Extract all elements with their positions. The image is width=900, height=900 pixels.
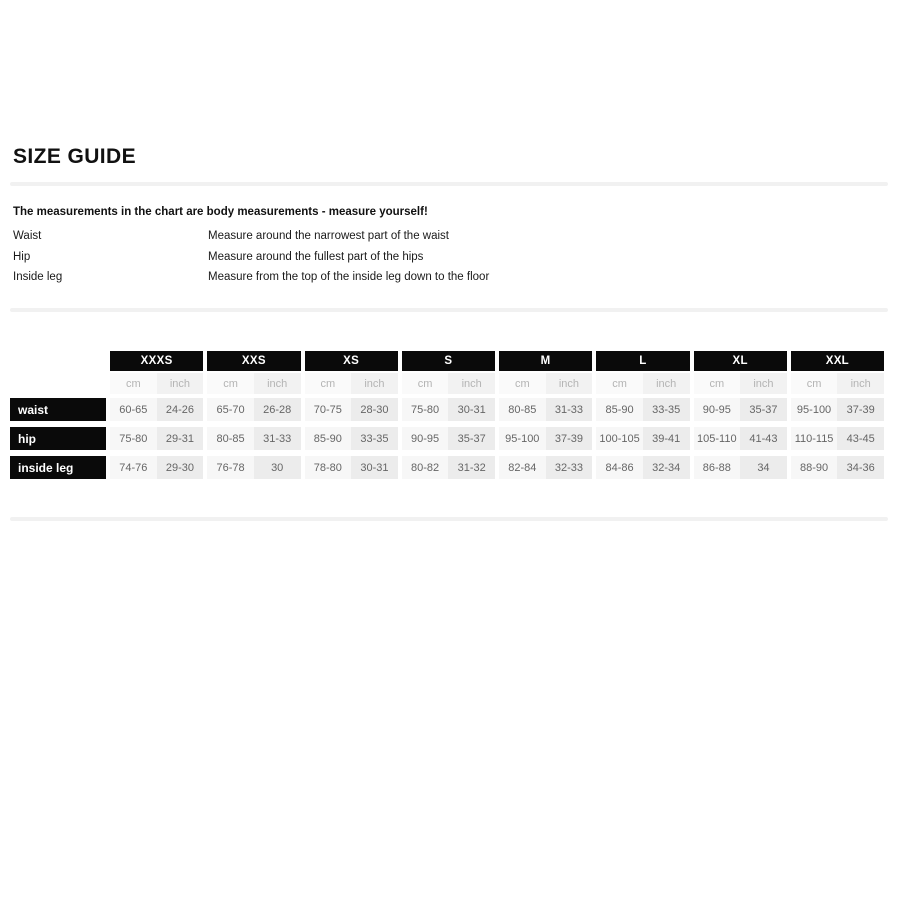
cell-cm: 70-75 [305,398,352,421]
measurement-group [402,398,495,421]
definition-term: Hip [13,250,31,263]
size-header-xxs: XXS [207,351,300,371]
cell-cm: 82-84 [499,456,546,479]
size-header-s: S [402,351,495,371]
label-spacer [10,373,106,394]
unit-group [791,373,884,394]
size-table-header-row [10,351,884,371]
table-row-inside-leg [10,456,884,479]
cell-cm: 105-110 [694,427,741,450]
cell-inch: 41-43 [740,427,787,450]
definition-row [13,230,713,242]
cell-inch: 29-31 [157,427,204,450]
measurement-group [791,456,884,479]
cell-cm: 80-82 [402,456,449,479]
measurement-group [110,398,203,421]
size-header-xs: XS [305,351,398,371]
unit-cell-cm: cm [791,373,838,394]
unit-cell-cm: cm [402,373,449,394]
cell-cm: 76-78 [207,456,254,479]
cell-cm: 75-80 [402,398,449,421]
cell-cm: 60-65 [110,398,157,421]
measurement-group [499,456,592,479]
label-spacer [10,351,106,371]
unit-cell-cm: cm [305,373,352,394]
row-label: waist [10,398,106,421]
cell-cm: 100-105 [596,427,643,450]
cell-cm: 84-86 [596,456,643,479]
measurement-group [499,427,592,450]
cell-inch: 30-31 [448,398,495,421]
measurement-group [694,456,787,479]
unit-cell-cm: cm [207,373,254,394]
cell-inch: 30-31 [351,456,398,479]
unit-cell-cm: cm [499,373,546,394]
cell-inch: 33-35 [351,427,398,450]
cell-inch: 39-41 [643,427,690,450]
measurement-group [305,398,398,421]
measurement-group [110,427,203,450]
cell-inch: 35-37 [740,398,787,421]
row-label: hip [10,427,106,450]
cell-cm: 80-85 [499,398,546,421]
cell-inch: 43-45 [837,427,884,450]
cell-inch: 29-30 [157,456,204,479]
cell-cm: 95-100 [791,398,838,421]
cell-cm: 95-100 [499,427,546,450]
unit-row [10,373,884,394]
unit-cell-inch: inch [351,373,398,394]
cell-cm: 85-90 [305,427,352,450]
divider [10,308,888,312]
unit-cell-inch: inch [643,373,690,394]
size-table [10,351,884,485]
page-title: SIZE GUIDE [13,145,137,168]
unit-group [596,373,689,394]
cell-cm: 88-90 [791,456,838,479]
measurement-group [791,427,884,450]
row-label: inside leg [10,456,106,479]
cell-cm: 65-70 [207,398,254,421]
table-row-hip [10,427,884,450]
size-header-xxl: XXL [791,351,884,371]
cell-inch: 24-26 [157,398,204,421]
definition-description: Measure around the narrowest part of the waist [208,230,449,242]
cell-cm: 75-80 [110,427,157,450]
measurement-group [110,456,203,479]
unit-group [694,373,787,394]
divider [10,517,888,521]
unit-cell-cm: cm [596,373,643,394]
unit-cell-inch: inch [837,373,884,394]
definition-description: Measure around the fullest part of the hips [208,250,424,263]
measurement-group [207,456,300,479]
cell-inch: 37-39 [546,427,593,450]
table-row-waist [10,398,884,421]
unit-cell-inch: inch [448,373,495,394]
cell-inch: 34 [740,456,787,479]
cell-cm: 90-95 [694,398,741,421]
unit-group [402,373,495,394]
unit-cell-inch: inch [157,373,204,394]
definition-row [13,251,713,263]
measurement-group [596,398,689,421]
measurement-definitions [13,230,713,292]
unit-cell-cm: cm [694,373,741,394]
unit-group [207,373,300,394]
size-header-xl: XL [694,351,787,371]
measurement-group [305,456,398,479]
unit-group [110,373,203,394]
cell-inch: 37-39 [837,398,884,421]
definition-description: Measure from the top of the inside leg down to the floor [208,271,490,283]
cell-cm: 74-76 [110,456,157,479]
measurement-group [207,427,300,450]
unit-group [499,373,592,394]
definition-term: Waist [13,230,42,242]
cell-cm: 86-88 [694,456,741,479]
cell-cm: 80-85 [207,427,254,450]
measurement-group [499,398,592,421]
measurement-group [402,427,495,450]
cell-inch: 32-33 [546,456,593,479]
cell-inch: 35-37 [448,427,495,450]
cell-cm: 90-95 [402,427,449,450]
unit-cell-inch: inch [740,373,787,394]
unit-cell-inch: inch [546,373,593,394]
size-header-xxxs: XXXS [110,351,203,371]
definition-row [13,271,713,283]
cell-inch: 28-30 [351,398,398,421]
measurement-group [402,456,495,479]
divider [10,182,888,186]
cell-inch: 26-28 [254,398,301,421]
measurement-group [694,398,787,421]
cell-inch: 31-33 [254,427,301,450]
measurement-group [596,456,689,479]
measurement-group [596,427,689,450]
cell-cm: 85-90 [596,398,643,421]
cell-cm: 110-115 [791,427,838,450]
cell-inch: 30 [254,456,301,479]
measurement-group [207,398,300,421]
size-header-m: M [499,351,592,371]
intro-text: The measurements in the chart are body measurements - measure yourself! [13,206,428,218]
definition-term: Inside leg [13,271,63,283]
measurement-group [694,427,787,450]
unit-cell-cm: cm [110,373,157,394]
cell-inch: 31-32 [448,456,495,479]
cell-inch: 34-36 [837,456,884,479]
measurement-group [305,427,398,450]
cell-cm: 78-80 [305,456,352,479]
unit-group [305,373,398,394]
unit-cell-inch: inch [254,373,301,394]
measurement-group [791,398,884,421]
cell-inch: 32-34 [643,456,690,479]
size-header-l: L [596,351,689,371]
cell-inch: 33-35 [643,398,690,421]
cell-inch: 31-33 [546,398,593,421]
